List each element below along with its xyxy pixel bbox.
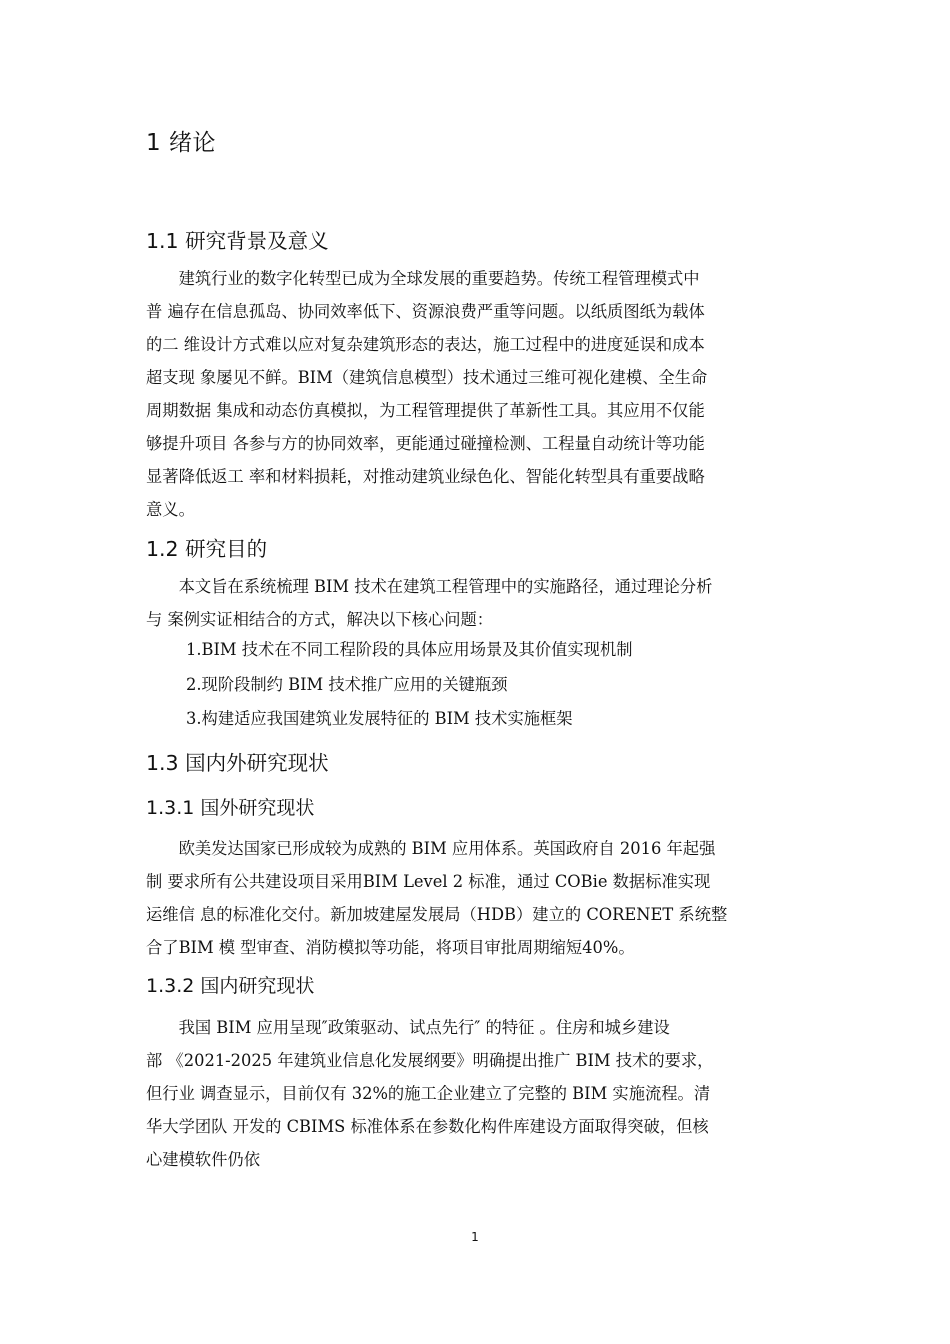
section-heading-1-2: 1.2 研究目的 bbox=[146, 537, 268, 561]
list-item: 3.构建适应我国建筑业发展特征的 BIM 技术实施框架 bbox=[186, 709, 573, 728]
list-item: 2.现阶段制约 BIM 技术推广应用的关键瓶颈 bbox=[186, 675, 508, 694]
section-heading-1-3: 1.3 国内外研究现状 bbox=[146, 751, 329, 775]
paragraph-line: 建筑行业的数字化转型已成为全球发展的重要趋势。传统工程管理模式中 bbox=[146, 269, 700, 288]
paragraph-line: 本文旨在系统梳理 BIM 技术在建筑工程管理中的实施路径，通过理论分析 bbox=[146, 577, 713, 596]
paragraph-line: 心建模软件仍依 bbox=[146, 1150, 260, 1169]
section-heading-1-1: 1.1 研究背景及意义 bbox=[146, 229, 329, 253]
paragraph-line: 超支现 象屡见不鲜。BIM（建筑信息模型）技术通过三维可视化建模、全生命 bbox=[146, 368, 708, 387]
paragraph-line: 欧美发达国家已形成较为成熟的 BIM 应用体系。英国政府自 2016 年起强 bbox=[146, 839, 716, 858]
paragraph-line: 显著降低返工 率和材料损耗，对推动建筑业绿色化、智能化转型具有重要战略 bbox=[146, 467, 705, 486]
paragraph-line: 我国 BIM 应用呈现″政策驱动、试点先行″ 的特征 。住房和城乡建设 bbox=[146, 1018, 670, 1037]
page-number: 1 bbox=[471, 1230, 479, 1244]
paragraph-domestic-research bbox=[146, 1011, 810, 1176]
subsection-heading-1-3-1: 1.3.1 国外研究现状 bbox=[146, 797, 315, 819]
paragraph-line: 周期数据 集成和动态仿真模拟，为工程管理提供了革新性工具。其应用不仅能 bbox=[146, 401, 705, 420]
list-item: 1.BIM 技术在不同工程阶段的具体应用场景及其价值实现机制 bbox=[186, 640, 633, 659]
paragraph-line: 但行业 调查显示，目前仅有 32%的施工企业建立了完整的 BIM 实施流程。清 bbox=[146, 1084, 711, 1103]
paragraph-line: 的二 维设计方式难以应对复杂建筑形态的表达，施工过程中的进度延误和成本 bbox=[146, 335, 705, 354]
paragraph-line: 华大学团队 开发的 CBIMS 标准体系在参数化构件库建设方面取得突破，但核 bbox=[146, 1117, 709, 1136]
paragraph-line: 普 遍存在信息孤岛、协同效率低下、资源浪费严重等问题。以纸质图纸为载体 bbox=[146, 302, 705, 321]
paragraph-line: 合了BIM 模 型审查、消防模拟等功能，将项目审批周期缩短40%。 bbox=[146, 938, 635, 957]
subsection-heading-1-3-2: 1.3.2 国内研究现状 bbox=[146, 975, 315, 997]
paragraph-line: 意义。 bbox=[146, 500, 195, 519]
paragraph-line: 与 案例实证相结合的方式，解决以下核心问题： bbox=[146, 610, 494, 629]
chapter-title: 1 绪论 bbox=[146, 130, 216, 156]
paragraph-purpose bbox=[146, 570, 810, 636]
paragraph-line: 部 《2021-2025 年建筑业信息化发展纲要》明确提出推广 BIM 技术的要求， bbox=[146, 1051, 714, 1070]
paragraph-line: 运维信 息的标准化交付。新加坡建屋发展局（HDB）建立的 CORENET 系统整 bbox=[146, 905, 728, 924]
paragraph-background bbox=[146, 262, 810, 526]
paragraph-foreign-research bbox=[146, 832, 810, 964]
paragraph-line: 制 要求所有公共建设项目采用BIM Level 2 标准，通过 COBie 数据标准实现 bbox=[146, 872, 711, 891]
paragraph-line: 够提升项目 各参与方的协同效率，更能通过碰撞检测、工程量自动统计等功能 bbox=[146, 434, 705, 453]
